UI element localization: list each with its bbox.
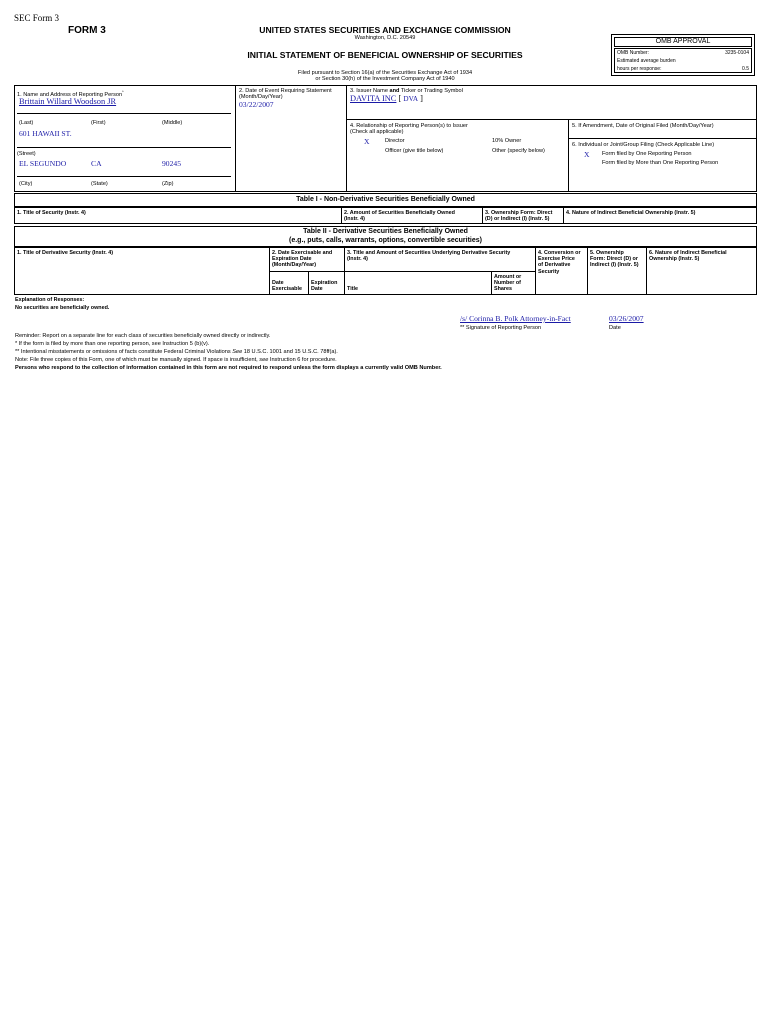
table2-sub-date-exercisable [272,280,302,292]
signature-link[interactable]: /s/ Corinna B. Polk Attorney-in-Fact [460,314,571,323]
table2-col-underlying-line: (Instr. 4) [347,256,368,263]
omb-hours-value: 0.5 [742,66,749,72]
form-heading: INITIAL STATEMENT OF BENEFICIAL OWNERSHIP OF SECURITIES [247,50,523,60]
box4-label-line2: (Check all applicable) [350,129,404,135]
table2-col-conversion-price-line: of Derivative [538,262,571,269]
table1-col-nature: 4. Nature of Indirect Beneficial Ownership (Instr. 5) [566,210,696,216]
table2-title: Table II - Derivative Securities Beneficially Owned (e.g., puts, calls, warrants, options, convertible securities) [289,228,482,244]
table2-sub-expiration-date-line: Date [311,286,323,293]
more-reporting-persons-label: Form filed by More than One Reporting Person [602,160,719,166]
table2-col-nature-line: 6. Nature of Indirect Beneficial [649,250,727,256]
table2-col-conversion-price-line: 4. Conversion or [538,250,581,256]
state-label: (State) [91,181,108,187]
reporting-person-name-link[interactable]: Brittain Willard Woodson JR [19,97,117,106]
table1-col-ownership: 3. Ownership Form: Direct (D) or Indirect (I) (Instr. 5) [485,210,553,223]
table1-col-title: 1. Title of Security (Instr. 4) [17,210,86,216]
table2-col-ownership-form-line: Form: Direct (D) or [590,256,638,263]
other-label: Other (specify below) [492,148,545,154]
city-value: EL SEGUNDO [19,159,67,168]
table2-sub-amount-shares-line: Amount or [494,274,522,280]
city-label: (City) [19,181,33,187]
middle-name-label: (Middle) [162,120,183,126]
box5-label: 5. If Amendment, Date of Original Filed (Month/Day/Year) [572,123,714,129]
table2-col-date-exercisable-line: Expiration Date [272,256,312,263]
table2-sub-title: Title [347,286,358,292]
explanation-label: Explanation of Responses: [15,297,85,303]
agency-location: Washington, D.C. 20549 [354,35,416,41]
table2-col-conversion-price [538,250,581,275]
table2-col-nature [649,250,727,262]
table2-sub-expiration-date [311,280,337,292]
table2-col-underlying-line: 3. Title and Amount of Securities Underlying Derivative Security [347,250,511,256]
box2-label-line2: (Month/Day/Year) [239,94,283,100]
footer-note-multiple: * If the form is filed by more than one reporting person, see Instruction 5 (b)(v). [15,341,210,347]
omb-approval-box [611,34,755,76]
issuer-line: DAVITA INC [ DVA ] [350,94,423,103]
table2-col-conversion-price-line: Exercise Price [538,256,575,263]
table2-col-date-exercisable-line: (Month/Day/Year) [272,262,317,269]
table2-col-nature-line: Ownership (Instr. 5) [649,256,700,263]
signature-date-label: Date [609,325,621,331]
form-title: FORM 3 [68,25,106,36]
signature-date-link[interactable]: 03/26/2007 [609,314,644,323]
one-reporting-person-label: Form filed by One Reporting Person [602,151,692,157]
last-name-label: (Last) [19,120,34,126]
table1-title: Table I - Non-Derivative Securities Beneficially Owned [296,196,475,203]
issuer-name-link[interactable]: DAVITA INC [350,94,397,103]
omb-title: OMB APPROVAL [655,38,711,45]
box3-label: 3. Issuer Name and Ticker or Trading Symbol [350,88,463,94]
state-value: CA [91,159,102,168]
table2-col-title: 1. Title of Derivative Security (Instr. 4) [17,250,114,256]
footer-violations: ** Intentional misstatements or omissions of facts constitute Federal Criminal Violations See 18 U.S.C. 1001 and 15 U.S.C. 78ff(a). [15,349,338,355]
zip-label: (Zip) [162,181,174,187]
ten-percent-owner-label: 10% Owner [492,138,522,144]
table2-sub-amount-shares-line: Number of [494,280,521,287]
box6-label: 6. Individual or Joint/Group Filing (Check Applicable Line) [572,142,715,148]
footer-reminder: Reminder: Report on a separate line for each class of securities beneficially owned directly or indirectly. [15,333,271,339]
table2-col-conversion-price-line: Security [538,268,560,275]
one-person-check-mark: X [584,150,590,159]
table2-sub-date-exercisable-line: Exercisable [272,286,302,293]
footer-omb-notice: Persons who respond to the collection of information contained in this form are not required to respond unless the form displays a currently valid OMB Number. [15,365,442,371]
omb-hours-label: hours per response: [617,66,662,72]
omb-burden-label: Estimated average burden [617,58,676,64]
ticker-symbol: DVA [403,95,419,103]
street-value: 601 HAWAII ST. [19,129,72,138]
omb-number-label: OMB Number: [617,50,649,56]
director-check-mark: X [364,137,370,146]
footer-copies-note: Note: File three copies of this Form, one of which must be manually signed. If space is insufficient, see Instruction 6 for procedure. [15,357,337,363]
director-label: Director [385,138,405,144]
box4-label-line1: 4. Relationship of Reporting Person(s) to Issuer [350,123,468,129]
table2-sub-expiration-date-line: Expiration [311,280,338,286]
table2-col-ownership-form-line: Indirect (I) (Instr. 5) [590,262,639,269]
table2-col-ownership-form [590,250,639,269]
agency-name: UNITED STATES SECURITIES AND EXCHANGE COMMISSION [259,25,511,35]
signature-label: ** Signature of Reporting Person [460,325,542,331]
officer-label: Officer (give title below) [385,148,444,154]
street-label: (Street) [17,151,36,157]
filed-pursuant-line1: Filed pursuant to Section 16(a) of the Securities Exchange Act of 1934 [297,70,473,76]
zip-value: 90245 [162,159,181,168]
table2-sub-date-exercisable-line: Date [272,280,284,286]
table2-sub-amount-shares [494,274,521,293]
table2-col-date-exercisable-line: 2. Date Exercisable and [272,250,333,256]
table2-col-ownership-form-line: 5. Ownership [590,250,624,256]
box2-label-line1: 2. Date of Event Requiring Statement [239,88,332,94]
explanation-text: No securities are beneficially owned. [15,305,110,311]
table2-sub-amount-shares-line: Shares [494,286,512,293]
sec-form-label: SEC Form 3 [14,13,60,23]
table1-col-amount: 2. Amount of Securities Beneficially Owned (Instr. 4) [344,210,455,223]
omb-number-value: 3235-0104 [725,50,749,56]
first-name-label: (First) [91,120,106,126]
filed-pursuant-line2: or Section 30(h) of the Investment Company Act of 1940 [315,76,455,82]
table2-col-underlying [347,250,510,262]
table2-col-date-exercisable [272,250,332,269]
box1-label: 1. Name and Address of Reporting Person* [17,89,124,98]
event-date-value: 03/22/2007 [239,100,274,109]
